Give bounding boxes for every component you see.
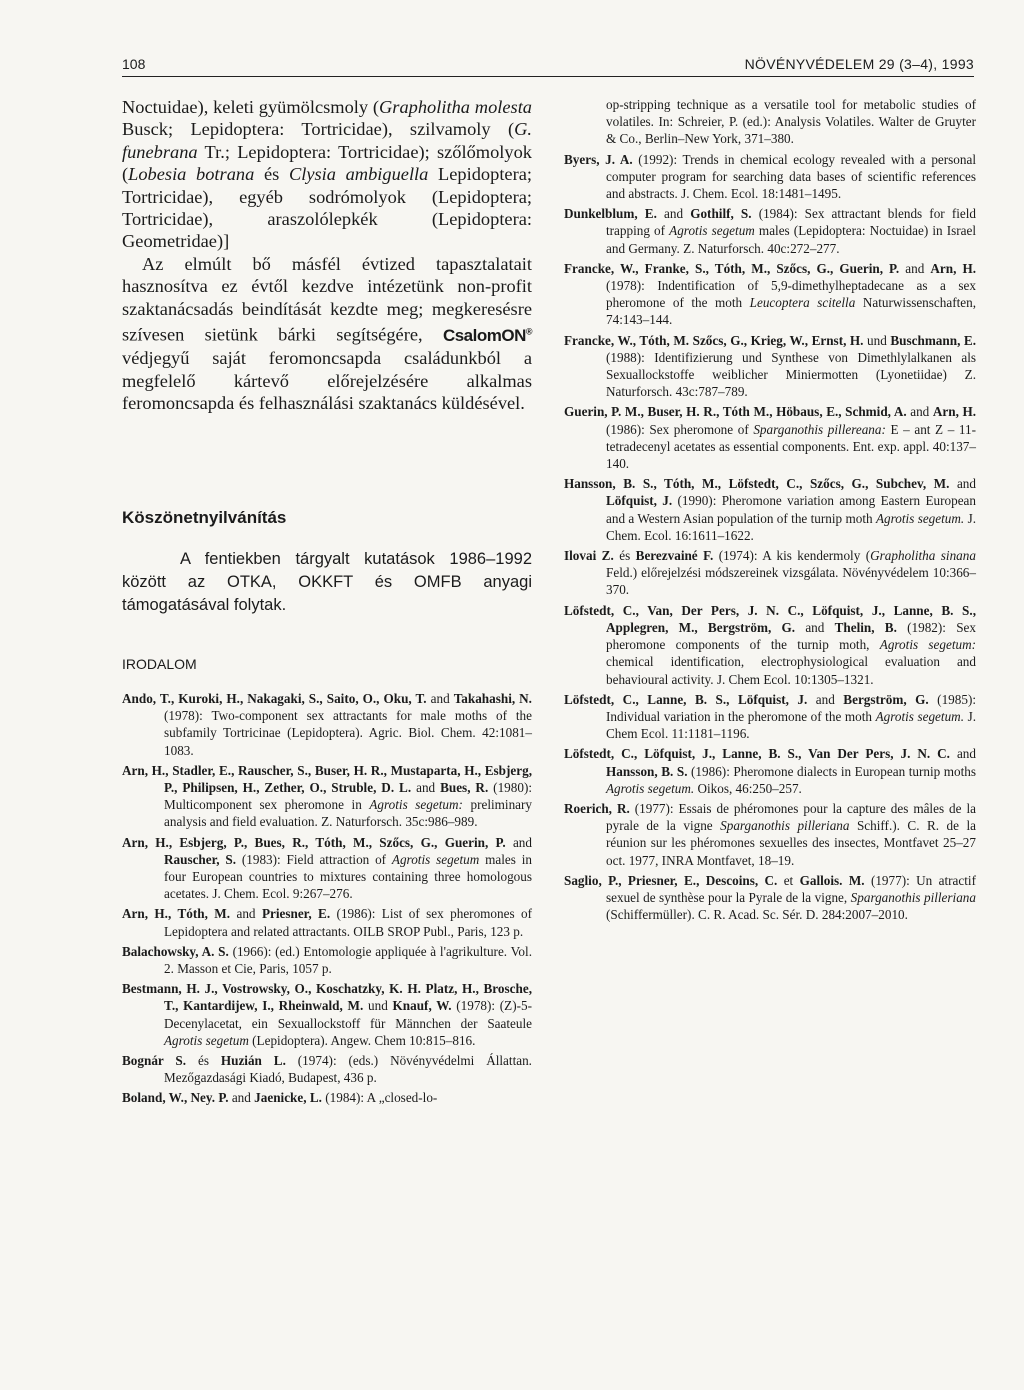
reference-continuation: op-stripping technique as a versatile tool for metabolic studies of volatiles. In: Schreier, P. (ed.): Analysis Volatiles. Walter de Gruyter & Co., Berlin–New York, 371–380. — [606, 97, 976, 147]
reference-entry: Byers, J. A. (1992): Trends in chemical ecology revealed with a personal computer program for searching data bases of scientific references and abstracts. J. Chem. Ecol. 18:1481–1495. — [564, 151, 976, 202]
reference-entry: Dunkelblum, E. and Gothilf, S. (1984): Sex attractant blends for field trapping of Agrotis segetum males (Lepidoptera: Noctuidae) in Israel and Germany. Z. Naturforsch. 40c:272–277. — [564, 206, 977, 256]
body-text — [122, 96, 532, 414]
reference-entry: Francke, W., Franke, S., Tóth, M., Szőcs, G., Guerin, P. and Arn, H. (1978): Indentification of 5,9-dimethylheptadecane as a sex pheromone of the moth Leucoptera scitella Naturwissenschaften, 74:143–144. — [564, 260, 977, 328]
running-header — [122, 52, 974, 77]
reference-entry: Löfstedt, C., Van, Der Pers, J. N. C., Löfquist, J., Lanne, B. S., Applegren, M., Bergström, G. and Thelin, B. (1982): Sex pheromone components of the turnip moth, Agrotis segetum: chemical identification, electrophysiological evaluation and behavioural activity. J. Chem Ecol. 10:1305–1321. — [564, 602, 976, 687]
page-number: 108 — [122, 56, 146, 72]
reference-entry: Arn, H., Stadler, E., Rauscher, S., Buser, H. R., Mustaparta, H., Esbjerg, P., Philipsen, H., Zether, O., Struble, D. L. and Bues, R. (1980): Multicomponent sex pheromone in Agrotis segetum: preliminary analysis and field evaluation. Z. Naturforsch. 35c:986–989. — [122, 762, 533, 830]
reference-entry: Boland, W., Ney. P. and Jaenicke, L. (1984): A „closed-lo- — [122, 1090, 438, 1106]
reference-entry: Balachowsky, A. S. (1966): (ed.) Entomologie appliquée à l'agrikulture. Vol. 2. Masson et Cie, Paris, 1057 p. — [122, 943, 532, 977]
reference-entry: Francke, W., Tóth, M. Szőcs, G., Krieg, W., Ernst, H. und Buschmann, E. (1988): Identifizierung und Synthese von Dimethlylalkanen als Sexuallockstoffe weiblicher Miniermotten (Lyonetiidae) Z. Naturforsch. 43c:787–789. — [564, 332, 977, 400]
reference-entry: Ando, T., Kuroki, H., Nakagaki, S., Saito, O., Oku, T. and Takahashi, N. (1978): Two-component sex attractants for male moths of the subfamily Tortricinae (Lepidoptera). Agric. Biol. Chem. 42:1081–1083. — [122, 691, 532, 758]
reference-entry: Arn, H., Esbjerg, P., Bues, R., Tóth, M., Szőcs, G., Guerin, P. and Rauscher, S. (1983): Field attraction of Agrotis segetum males in four European countries to mixtures containing three homologous acetates. J. Chem. Ecol. 9:267–276. — [122, 834, 532, 902]
acknowledgement-text: A fentiekben tárgyalt kutatások 1986–1992 között az OTKA, OKKFT és OMFB anyagi támogatásával folytak. — [122, 550, 532, 614]
reference-entry: Löfstedt, C., Lanne, B. S., Löfquist, J. and Bergström, G. (1985): Individual variation in the pheromone of the moth Agrotis segetum. J. Chem Ecol. 11:1181–1196. — [564, 691, 977, 742]
reference-list-right — [564, 96, 976, 926]
acknowledgement-heading: Köszönetnyilvánítás — [122, 508, 287, 527]
reference-entry: Arn, H., Tóth, M. and Priesner, E. (1986): List of sex pheromones of Lepidoptera and related attractants. OILB SROP Publ., Paris, 123 p. — [122, 906, 533, 939]
reference-entry: Saglio, P., Priesner, E., Descoins, C. et Gallois. M. (1977): Un atractif sexuel de synthèse pour la Pyrale de la vigne, Sparganothis pilleriana (Schiffermüller). C. R. Acad. Sc. Sér. D. 284:2007–2010. — [564, 872, 976, 923]
reference-entry: Roerich, R. (1977): Essais de phéromones pour la capture des mâles de la pyrale de la vigne Sparganothis pilleriana Schiff.). C. R. de la réunion sur les phéromones sexuelles des insectes, Montfavet 25–27 oct. 1977, INRA Montfavet, 18–19. — [564, 800, 976, 868]
body-paragraph: Noctuidae), keleti gyümölcsmoly (Grapholitha molesta Busck; Lepidoptera: Tortricidae), szilvamoly (G. funebrana Tr.; Lepidoptera: Tortricidae); szőlőmolyok (Lobesia botrana és Clysia ambiguella Lepidoptera; Tortricidae), egyéb sodrómolyok (Lepidoptera; Tortricidae), araszolólepkék (Lepidoptera: Geometridae)] — [122, 97, 532, 252]
journal-title: NÖVÉNYVÉDELEM 29 (3–4), 1993 — [744, 56, 974, 72]
reference-entry: Bestmann, H. J., Vostrowsky, O., Koschatzky, K. H. Platz, H., Brosche, T., Kantardijew, I., Rheinwald, M. und Knauf, W. (1978): (Z)-5-Decenylacetat, ein Sexuallockstoff für Männchen der Saateule Agrotis segetum (Lepidoptera). Angew. Chem 10:815–816. — [122, 981, 533, 1048]
reference-entry: Ilovai Z. és Berezvainé F. (1974): A kis kendermoly (Grapholitha sinana Feld.) előrejelzési módszereinek vizsgálata. Növényvédelem 10:366–370. — [564, 548, 976, 598]
body-paragraph: Az elmúlt bő másfél évtized tapasztalatait hasznosítva ez évtől kezdve intézetünk non-profit szaktanácsadás beindítását kezdte meg; megkeresésre szívesen sietünk bárki segítségére, CsalomON® védjegyű saját feromoncsapda családunkból a megfelelő kártevő előrejelzésére alkalmas feromoncsapda és felhasználási szaktanács küldésével. — [122, 253, 532, 413]
left-column — [122, 96, 533, 1106]
references-heading: IRODALOM — [122, 656, 197, 672]
reference-list-left — [122, 690, 532, 1110]
reference-entry: Guerin, P. M., Buser, H. R., Tóth M., Höbaus, E., Schmid, A. and Arn, H. (1986): Sex pheromone of Sparganothis pillereana: E – ant Z – 11-tetradecenyl acetates as essential components. Ent. exp. appl. 40:137–140. — [564, 404, 977, 472]
reference-entry: Hansson, B. S., Tóth, M., Löfstedt, C., Szőcs, G., Subchev, M. and Löfquist, J. (1990): Pheromone variation among Eastern European and a Western Asian population of the turnip moth Agrotis segetum. J. Chem. Ecol. 16:1611–1622. — [564, 476, 977, 543]
reference-entry: Bognár S. és Huzián L. (1974): (eds.) Növényvédelmi Állattan. Mezőgazdasági Kiadó, Budapest, 436 p. — [122, 1053, 532, 1086]
reference-entry: Löfstedt, C., Löfquist, J., Lanne, B. S., Van Der Pers, J. N. C. and Hansson, B. S. (1986): Pheromone dialects in European turnip moths Agrotis segetum. Oikos, 46:250–257. — [564, 746, 976, 796]
